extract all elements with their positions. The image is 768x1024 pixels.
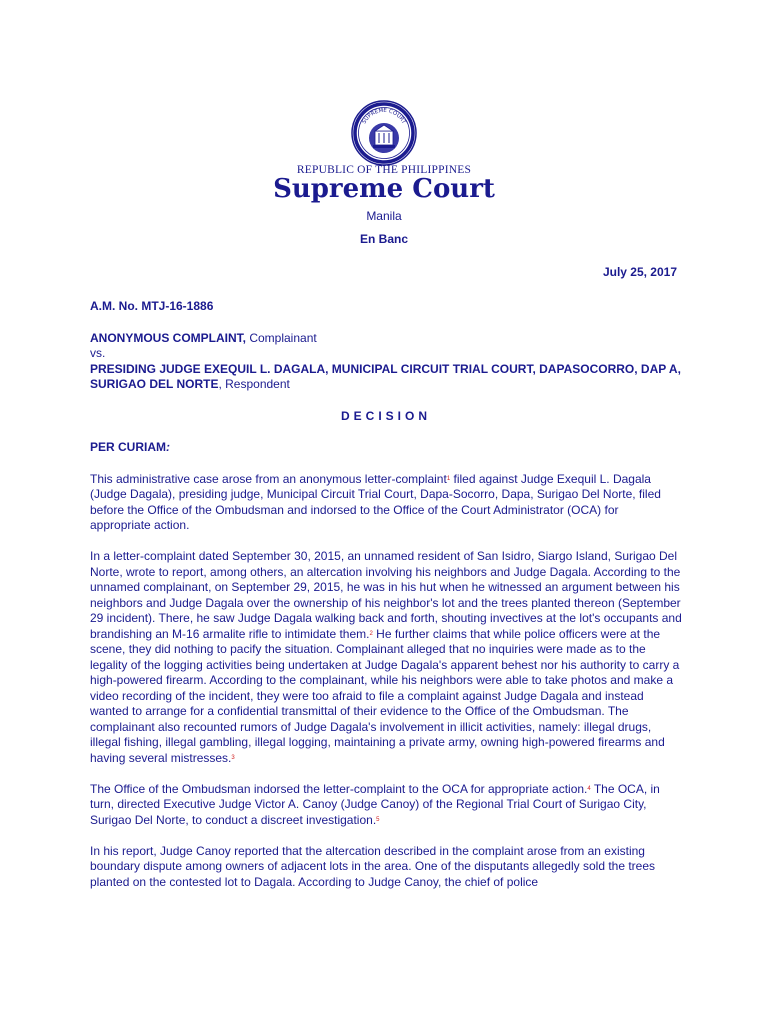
paragraph-2 <box>90 549 682 766</box>
footnote-link-4[interactable]: 4 <box>587 785 591 792</box>
per-curiam-colon: : <box>166 440 171 454</box>
per-curiam-heading <box>90 440 682 456</box>
case-parties <box>90 331 682 393</box>
paragraph-1 <box>90 472 682 534</box>
supreme-court-seal-icon <box>351 100 417 166</box>
court-name-heading: Supreme Court <box>273 174 495 204</box>
paragraph-3-text-a: The Office of the Ombudsman indorsed the letter-complaint to the OCA for appropriate action. <box>90 781 588 796</box>
footnote-link-2[interactable]: 2 <box>369 630 373 637</box>
per-curiam-label: PER CURIAM <box>90 440 167 454</box>
footnote-link-3[interactable]: 3 <box>231 754 235 761</box>
document-body <box>90 299 682 906</box>
versus-label: vs. <box>90 346 106 360</box>
paragraph-2-text-b: He further claims that while police officers were at the scene, they did nothing to pacify the situation. Complainant alleged that no inquiries were made as to the legality of the logging activities being undertaken at Judge Dagala's apparent behest nor his authority to carry a high-powered firearm. According to the complainant, while his neighbors were able to take photos and make a video recording of the incident, they were too afraid to file a complaint against Judge Dagala and instead wanted to arrange for a confidential transmittal of their evidence to the Office of the Ombudsman. The complainant also recounted rumors of Judge Dagala's involvement in illicit activities, namely: illegal drugs, illegal fishing, illegal gambling, illegal logging, maintaining a private army, owning high-powered firearms and having several mistresses. <box>90 626 680 765</box>
paragraph-2-text-a: In a letter-complaint dated September 30, 2015, an unnamed resident of San Isidro, Siargo Island, Surigao Del Norte, wrote to report, among others, an altercation involving his neighbors and Judge Dagala. According to the unnamed complainant, on September 29, 2015, he was in his hut when he witnessed an argument between his neighbors and Judge Dagala over the ownership of his neighbor's lot and the trees planted thereon (September 29 incident). There, he saw Judge Dagala walking back and forth, shouting invectives at the lot's occupants and brandishing an M-16 armalite rifle to intimidate them. <box>90 549 682 641</box>
complainant-role: Complainant <box>246 330 317 345</box>
case-number: A.M. No. MTJ-16-1886 <box>90 299 214 313</box>
footnote-link-1[interactable]: 1 <box>446 475 451 482</box>
paragraph-3-text-b: The OCA, in turn, directed Executive Judge Victor A. Canoy (Judge Canoy) of the Regional Trial Court of Surigao City, Surigao Del Norte, to conduct a discreet investigation. <box>90 781 660 827</box>
footnote-link-5[interactable]: 5 <box>376 816 380 823</box>
court-division: En Banc <box>359 232 408 246</box>
decision-date: July 25, 2017 <box>602 265 677 279</box>
respondent-role: , Respondent <box>218 377 290 391</box>
court-city: Manila <box>366 209 402 223</box>
republic-heading: REPUBLIC OF THE PHILIPPINES <box>296 164 472 176</box>
respondent-name: PRESIDING JUDGE EXEQUIL L. DAGALA, MUNICIPAL CIRCUIT TRIAL COURT, DAPASOCORRO, DAP A, SURIGAO DEL NORTE <box>90 361 681 391</box>
seal-text: SUPREME COURT <box>361 107 407 126</box>
paragraph-1-text-a: This administrative case arose from an anonymous letter-complaint <box>90 471 447 486</box>
decision-title: DECISION <box>340 408 431 423</box>
paragraph-4: In his report, Judge Canoy reported that the altercation described in the complaint arose from an existing boundary dispute among owners of adjacent lots in the area. One of the disputants allegedly sold the trees planted on the contested lot to Dagala. According to Judge Canoy, the chief of police <box>90 843 656 889</box>
complainant-name: ANONYMOUS COMPLAINT, <box>90 330 246 345</box>
paragraph-3 <box>90 782 682 829</box>
paragraph-1-text-b: filed against Judge Exequil L. Dagala (Judge Dagala), presiding judge, Municipal Circuit Trial Court, Dapa-Socorro, Dapa, Surigao Del Norte, filed before the Office of the Ombudsman and indorsed to the Office of the Court Administrator (OCA) for appropriate action. <box>90 471 661 532</box>
